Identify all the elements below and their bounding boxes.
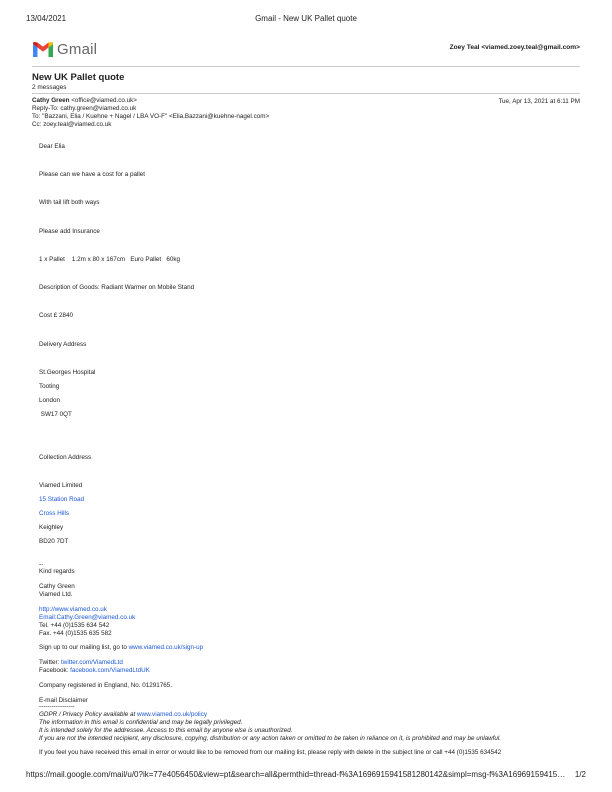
- print-title: Gmail - New UK Pallet quote: [255, 14, 357, 23]
- gdpr-line: [39, 711, 207, 719]
- gmail-logo: [33, 39, 97, 59]
- body-line: Collection Address: [39, 454, 92, 461]
- mailing-list-line: [39, 644, 203, 652]
- website-link[interactable]: http://www.viamed.co.uk: [39, 606, 107, 613]
- company-registration: Company registered in England, No. 01291765.: [39, 682, 173, 689]
- to-line: To: "Bazzani, Elia / Kuehne + Nagel / LBA VO-F" <Elia.Bazzani@kuehne-nagel.com>: [32, 113, 270, 120]
- signature-tel: Tel. +44 (0)1535 634 542: [39, 622, 110, 629]
- body-line: SW17 0QT: [39, 411, 72, 418]
- account-label: Zoey Teal <viamed.zoey.teal@gmail.com>: [449, 44, 580, 51]
- mailing-list-text: Sign up to our mailing list, go to: [39, 644, 129, 651]
- print-header: [0, 14, 612, 26]
- gmail-wordmark: Gmail: [57, 40, 98, 58]
- thread-subject: New UK Pallet quote: [32, 72, 125, 83]
- signup-link[interactable]: www.viamed.co.uk/sign-up: [128, 644, 204, 651]
- signature-company: Viamed Ltd.: [39, 591, 73, 598]
- address-link[interactable]: 15 Station Road: [39, 496, 85, 503]
- body-line: London: [39, 397, 61, 404]
- cc-line: Cc: zoey.teal@viamed.co.uk: [32, 121, 112, 128]
- body-line: BD20 7DT: [39, 538, 69, 545]
- thread-divider: [32, 93, 580, 94]
- gdpr-text: GDPR / Privacy Policy available at: [39, 711, 137, 718]
- print-footer: [26, 770, 586, 779]
- address-link[interactable]: Cross Hills: [39, 510, 70, 517]
- confidentiality-line: If you are not the intended recipient, any disclosure, copying, distribution or any action taken or omitted to be taken in reliance on it, is prohibited and may be unlawful.: [39, 735, 502, 742]
- disclaimer-title: E-mail Disclaimer: [39, 697, 88, 704]
- body-line: St.Georges Hospital: [39, 369, 96, 376]
- body-line: Cost £ 2840: [39, 312, 73, 319]
- sender-name: Cathy Green: [32, 97, 70, 104]
- signature-regards: Kind regards: [39, 568, 75, 575]
- header-divider: [32, 66, 580, 67]
- twitter-line: [39, 659, 123, 667]
- facebook-label: Facebook:: [39, 667, 71, 674]
- gmail-m-icon: [33, 42, 53, 57]
- message-from: [32, 97, 137, 105]
- body-line: Keighley: [39, 524, 64, 531]
- reply-to: Reply-To: cathy.green@viamed.co.uk: [32, 105, 137, 112]
- signature-fax: Fax. +44 (0)1535 635 582: [39, 630, 112, 637]
- body-line: Description of Goods: Radiant Warmer on Mobile Stand: [39, 284, 195, 291]
- body-line: 1 x Pallet 1.2m x 80 x 167cm Euro Pallet 60kg: [39, 256, 181, 263]
- message-date: Tue, Apr 13, 2021 at 6:11 PM: [498, 98, 580, 105]
- sender-email: <office@viamed.co.uk>: [71, 97, 137, 104]
- confidentiality-line: It is intended solely for the addressee. Access to this email by anyone else is unauthorized.: [39, 727, 293, 734]
- signature-separator: --: [39, 561, 44, 568]
- body-line: Tooting: [39, 383, 60, 390]
- body-line: Dear Elia: [39, 143, 65, 150]
- print-date: 13/04/2021: [26, 14, 67, 23]
- email-link[interactable]: Email:Cathy.Green@viamed.co.uk: [39, 614, 136, 621]
- print-url: https://mail.google.com/mail/u/0?ik=77e4056450&view=pt&search=all&permthid=thread-f%3A1696915941581280142&simpl=msg-f%3A16969159415…: [26, 770, 566, 779]
- body-line: Please can we have a cost for a pallet: [39, 171, 146, 178]
- disclaimer-rule: -----------------: [39, 703, 75, 710]
- signature-name: Cathy Green: [39, 583, 75, 590]
- facebook-link[interactable]: facebook.com/ViamedLtdUK: [70, 667, 150, 674]
- facebook-line: [39, 667, 150, 675]
- removal-notice: If you feel you have received this email in error or would like to be removed from our mailing list, please reply with delete in the subject line or call +44 (0)1535 634542: [39, 749, 502, 756]
- body-line: Please add Insurance: [39, 228, 100, 235]
- confidentiality-line: The information in this email is confidential and may be legally privileged.: [39, 719, 243, 726]
- policy-link[interactable]: www.viamed.co.uk/policy: [137, 711, 207, 718]
- body-line: Delivery Address: [39, 341, 87, 348]
- message-count: 2 messages: [32, 84, 67, 91]
- twitter-label: Twitter:: [39, 659, 62, 666]
- body-line: Viamed Limited: [39, 482, 83, 489]
- body-line: With tail lift both ways: [39, 199, 100, 206]
- page-number: 1/2: [574, 770, 586, 779]
- twitter-link[interactable]: twitter.com/ViamedLtd: [61, 659, 123, 666]
